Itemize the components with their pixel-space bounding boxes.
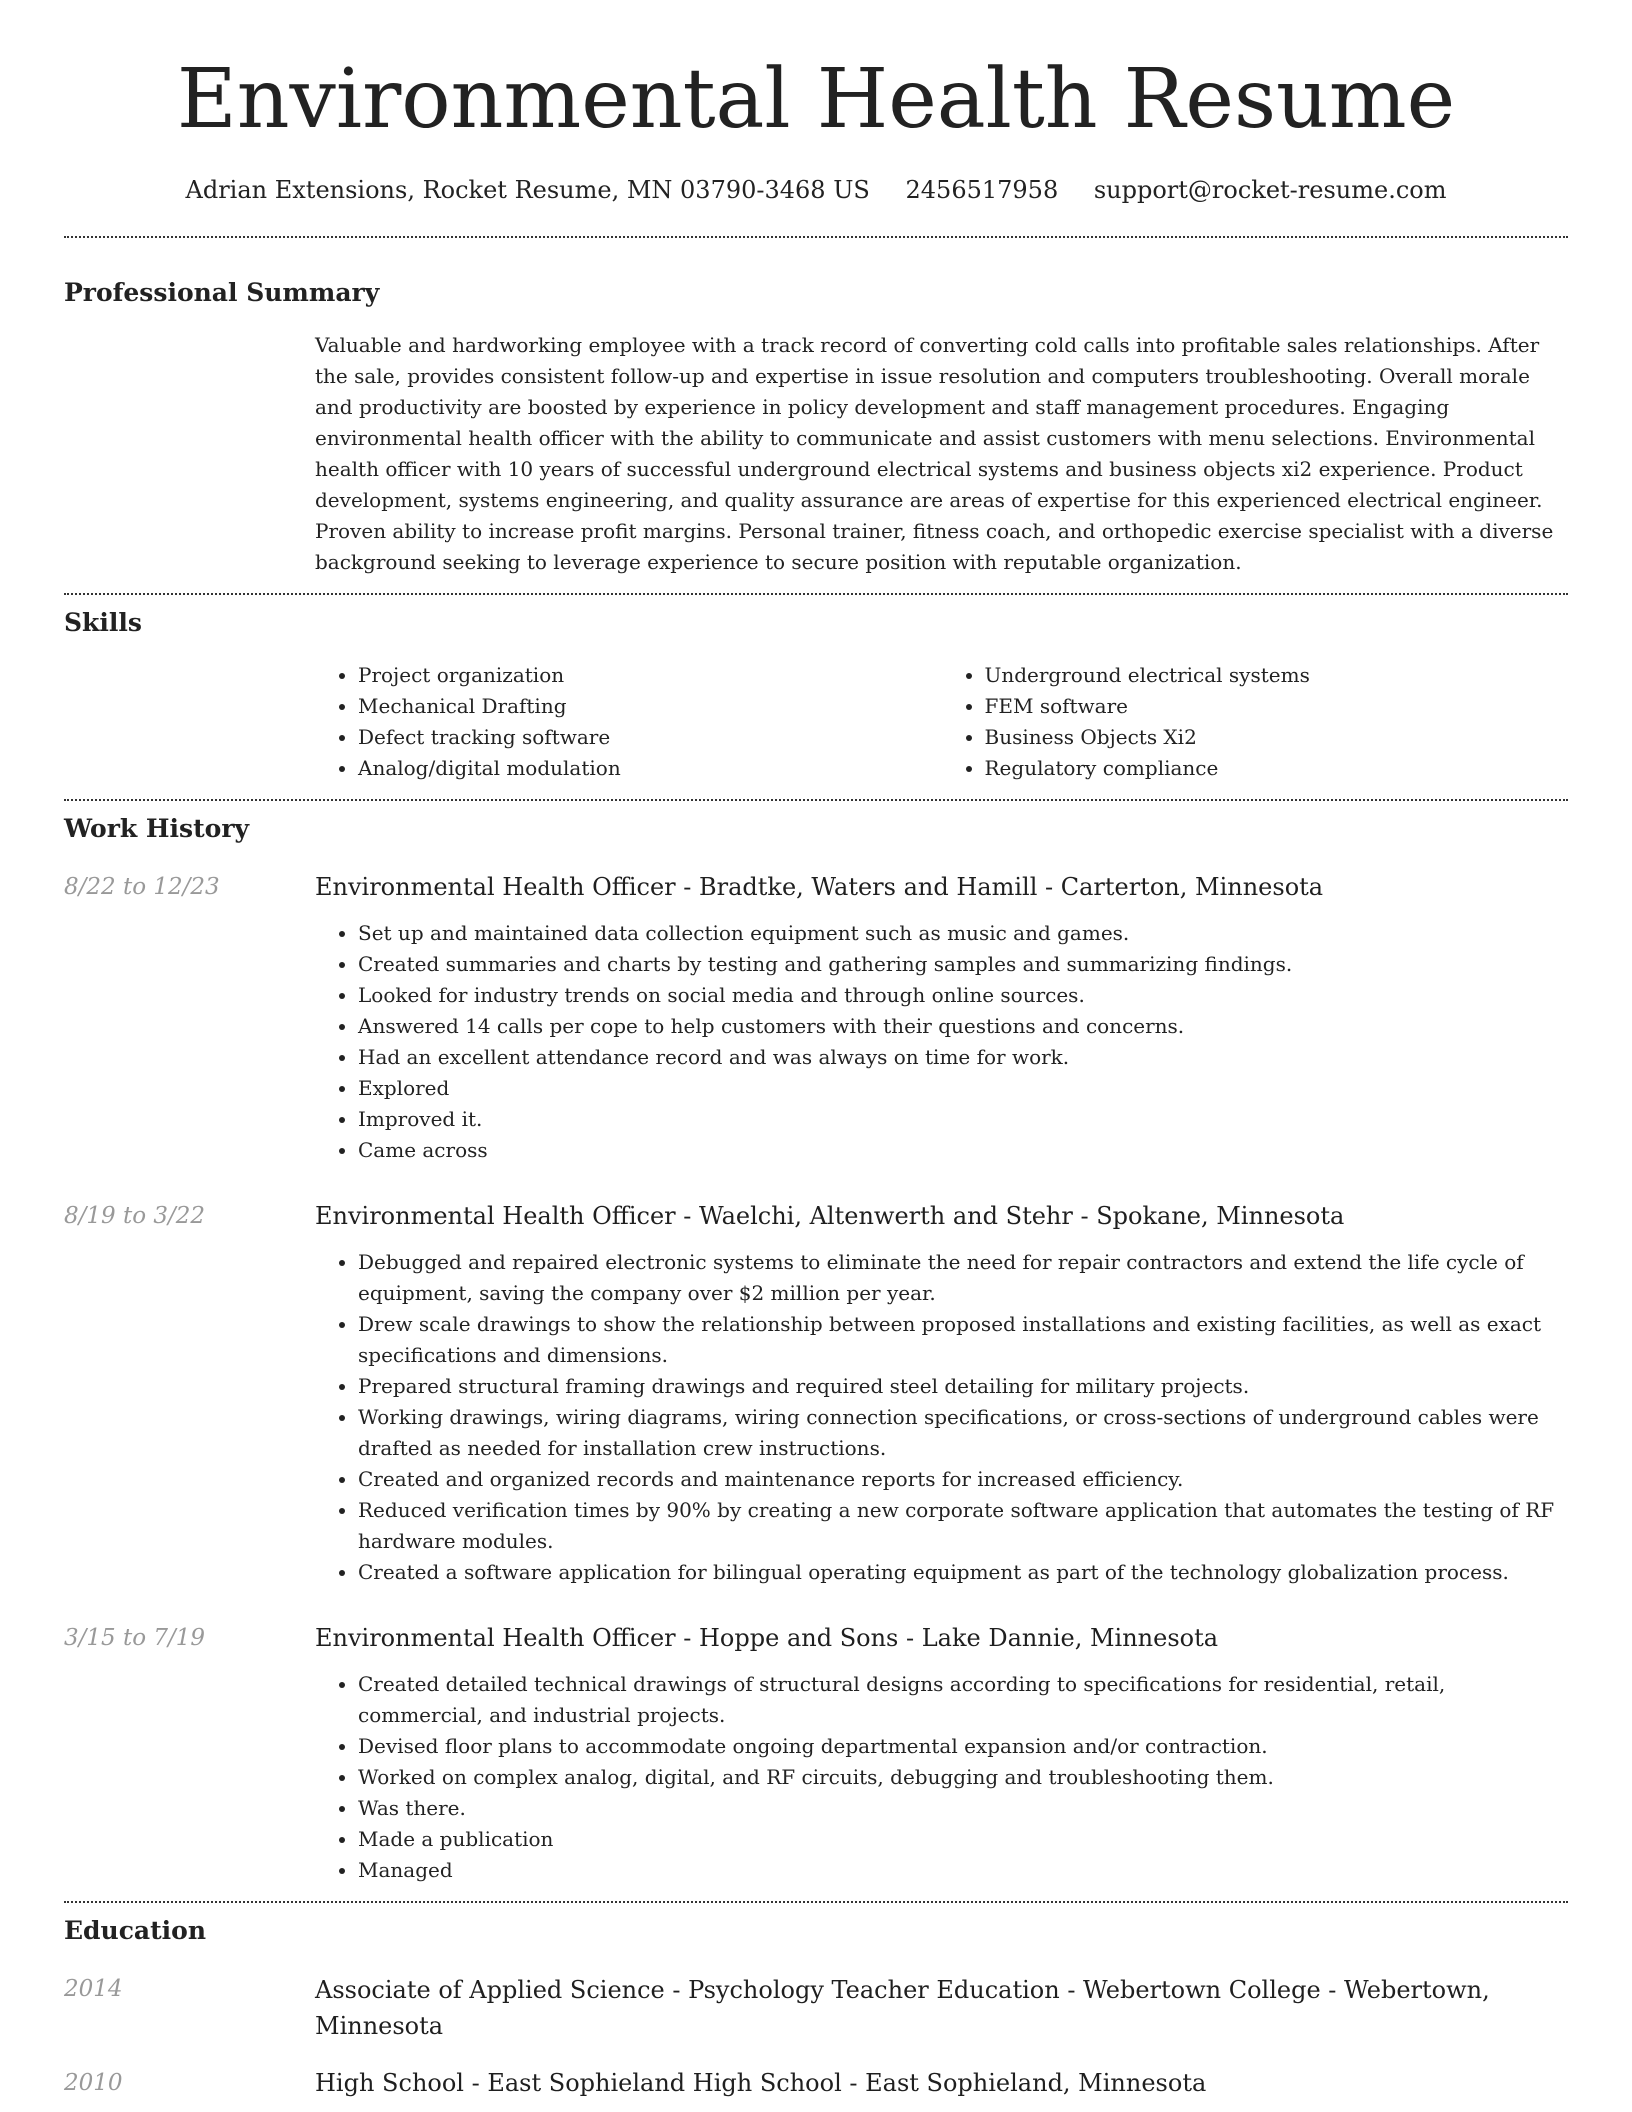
list-item: • Improved it. [358, 1104, 1568, 1135]
skill-item: • Defect tracking software [358, 722, 942, 753]
skills-column-left [315, 660, 942, 784]
education-date: 2010 [64, 2070, 123, 2096]
education-entry [64, 1972, 1568, 2044]
job-entry [64, 870, 1568, 1166]
education-section [64, 1903, 1568, 2100]
job-details [315, 870, 1568, 1166]
job-title: Environmental Health Officer - Bradtke, Waters and Hamill - Carterton, Minnesota [315, 873, 1324, 901]
skill-item: • Analog/digital modulation [358, 753, 942, 784]
list-item: • Answered 14 calls per cope to help customers with their questions and concerns. [358, 1011, 1568, 1042]
education-title: Associate of Applied Science - Psychology Teacher Education - Webertown College - Webertown, Minnesota [315, 1976, 1490, 2040]
job-title: Environmental Health Officer - Waelchi, Altenwerth and Stehr - Spokane, Minnesota [315, 1202, 1345, 1230]
job-bullets [315, 1669, 1568, 1886]
education-title: High School - East Sophieland High School - East Sophieland, Minnesota [315, 2069, 1207, 2097]
skills-list [315, 660, 1568, 784]
list-item: • Looked for industry trends on social media and through online sources. [358, 980, 1568, 1011]
job-details [315, 1621, 1568, 1886]
list-item: • Created and organized records and maintenance reports for increased efficiency. [358, 1464, 1568, 1495]
job-bullets [315, 918, 1568, 1166]
job-entry [64, 1199, 1568, 1588]
list-item: • Created summaries and charts by testing and gathering samples and summarizing findings. [358, 949, 1568, 980]
list-item: • Had an excellent attendance record and was always on time for work. [358, 1042, 1568, 1073]
skill-item: • Business Objects Xi2 [985, 722, 1569, 753]
list-item: • Created detailed technical drawings of structural designs according to specifications for residential, retail, commercial, and industrial projects. [358, 1669, 1568, 1731]
skills-section [64, 595, 1568, 784]
list-item: • Explored [358, 1073, 1568, 1104]
page-title: Environmental Health Resume [176, 52, 1456, 147]
work-section [64, 801, 1568, 1886]
list-item: • Reduced verification times by 90% by creating a new corporate software application that automates the testing of RF hardware modules. [358, 1495, 1568, 1557]
contact-email: support@rocket-resume.com [1093, 176, 1447, 204]
list-item: • Drew scale drawings to show the relationship between proposed installations and existing facilities, as well as exact specifications and dimensions. [358, 1309, 1568, 1371]
skill-item: • Regulatory compliance [985, 753, 1569, 784]
summary-section [64, 238, 1568, 578]
skill-item: • Mechanical Drafting [358, 691, 942, 722]
list-item: • Set up and maintained data collection equipment such as music and games. [358, 918, 1568, 949]
contact-line [64, 174, 1568, 206]
list-item: • Debugged and repaired electronic systems to eliminate the need for repair contractors and extend the life cycle of equipment, saving the company over $2 million per year. [358, 1247, 1568, 1309]
skill-item: • Project organization [358, 660, 942, 691]
summary-text: Valuable and hardworking employee with a track record of converting cold calls into profitable sales relationships. After the sale, provides consistent follow-up and expertise in issue resolution and computers troubleshooting. Overall morale and productivity are boosted by experience in policy development and staff management procedures. Engaging environmental health officer with the ability to communicate and assist customers with menu selections. Environmental health officer with 10 years of successful underground electrical systems and business objects xi2 experience. Product development, systems engineering, and quality assurance are areas of expertise for this experienced electrical engineer. Proven ability to increase profit margins. Personal trainer, fitness coach, and orthopedic exercise specialist with a diverse background seeking to leverage experience to secure position with reputable organization. [315, 333, 1554, 574]
contact-address: Adrian Extensions, Rocket Resume, MN 03790-3468 US [185, 176, 870, 204]
education-date: 2014 [64, 1976, 123, 2002]
job-bullets [315, 1247, 1568, 1588]
job-date: 8/19 to 3/22 [64, 1203, 206, 1229]
skill-item: • FEM software [985, 691, 1569, 722]
contact-phone: 2456517958 [905, 176, 1059, 204]
list-item: • Created a software application for bilingual operating equipment as part of the technology globalization process. [358, 1557, 1568, 1588]
summary-heading: Professional Summary [64, 278, 380, 307]
job-details [315, 1199, 1568, 1588]
job-date: 8/22 to 12/23 [64, 874, 220, 900]
skills-column-right [942, 660, 1569, 784]
list-item: • Working drawings, wiring diagrams, wiring connection specifications, or cross-sections of underground cables were drafted as needed for installation crew instructions. [358, 1402, 1568, 1464]
list-item: • Devised floor plans to accommodate ongoing departmental expansion and/or contraction. [358, 1731, 1568, 1762]
list-item: • Came across [358, 1135, 1568, 1166]
skill-item: • Underground electrical systems [985, 660, 1569, 691]
list-item: • Managed [358, 1855, 1568, 1886]
list-item: • Was there. [358, 1793, 1568, 1824]
work-heading: Work History [64, 814, 250, 843]
list-item: • Worked on complex analog, digital, and RF circuits, debugging and troubleshooting them. [358, 1762, 1568, 1793]
education-entry [64, 2066, 1568, 2100]
job-date: 3/15 to 7/19 [64, 1625, 206, 1651]
list-item: • Made a publication [358, 1824, 1568, 1855]
job-title: Environmental Health Officer - Hoppe and Sons - Lake Dannie, Minnesota [315, 1624, 1219, 1652]
list-item: • Prepared structural framing drawings and required steel detailing for military projects. [358, 1371, 1568, 1402]
job-entry [64, 1621, 1568, 1886]
skills-heading: Skills [64, 608, 142, 637]
education-heading: Education [64, 1916, 207, 1945]
